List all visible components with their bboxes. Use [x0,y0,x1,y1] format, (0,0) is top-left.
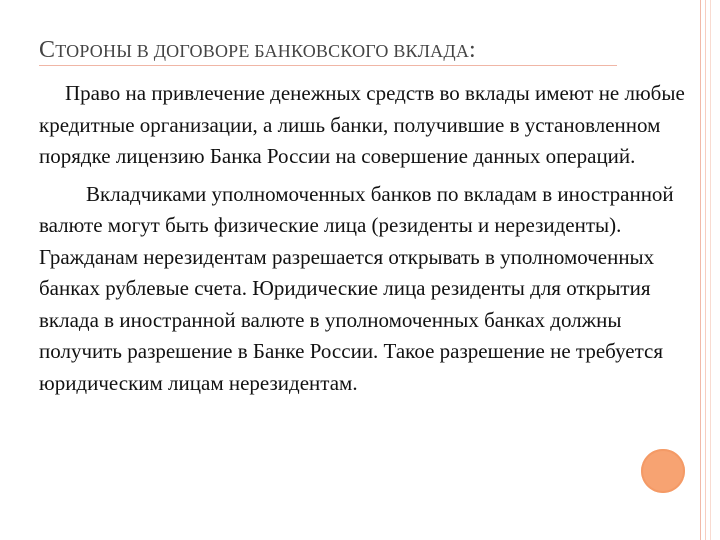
title-rest: ТОРОНЫ В ДОГОВОРЕ БАНКОВСКОГО ВКЛАДА [55,41,470,61]
orange-circle-icon [641,449,685,493]
paragraph-depositors: Вкладчиками уполномоченных банков по вкладам в иностранной валюте могут быть физические лица (резиденты и нерезиденты). Гражданам нерезидентам разрешается открывать в уполномоченных банках рублевые счета. Юридические лица резиденты для открытия вклада в иностранной валюте в уполномоченных банках должны получить разрешение в Банке России. Такое разрешение не требуется юридическим лицам нерезидентам. [39,181,674,395]
frame-line-middle [705,0,706,540]
title-first-letter: С [39,37,56,63]
title-underline [39,65,617,66]
paragraph-banks-right: Право на привлечение денежных средств во вклады имеют не любые кредитные организации, а лишь банки, получившие в установленном порядке лицензию Банка России на совершение данных операций. [39,81,685,168]
frame-line-outer [700,0,701,540]
slide-body [39,78,689,399]
title-colon: : [469,37,476,63]
slide-title [39,28,476,65]
frame-line-inner [710,0,711,540]
